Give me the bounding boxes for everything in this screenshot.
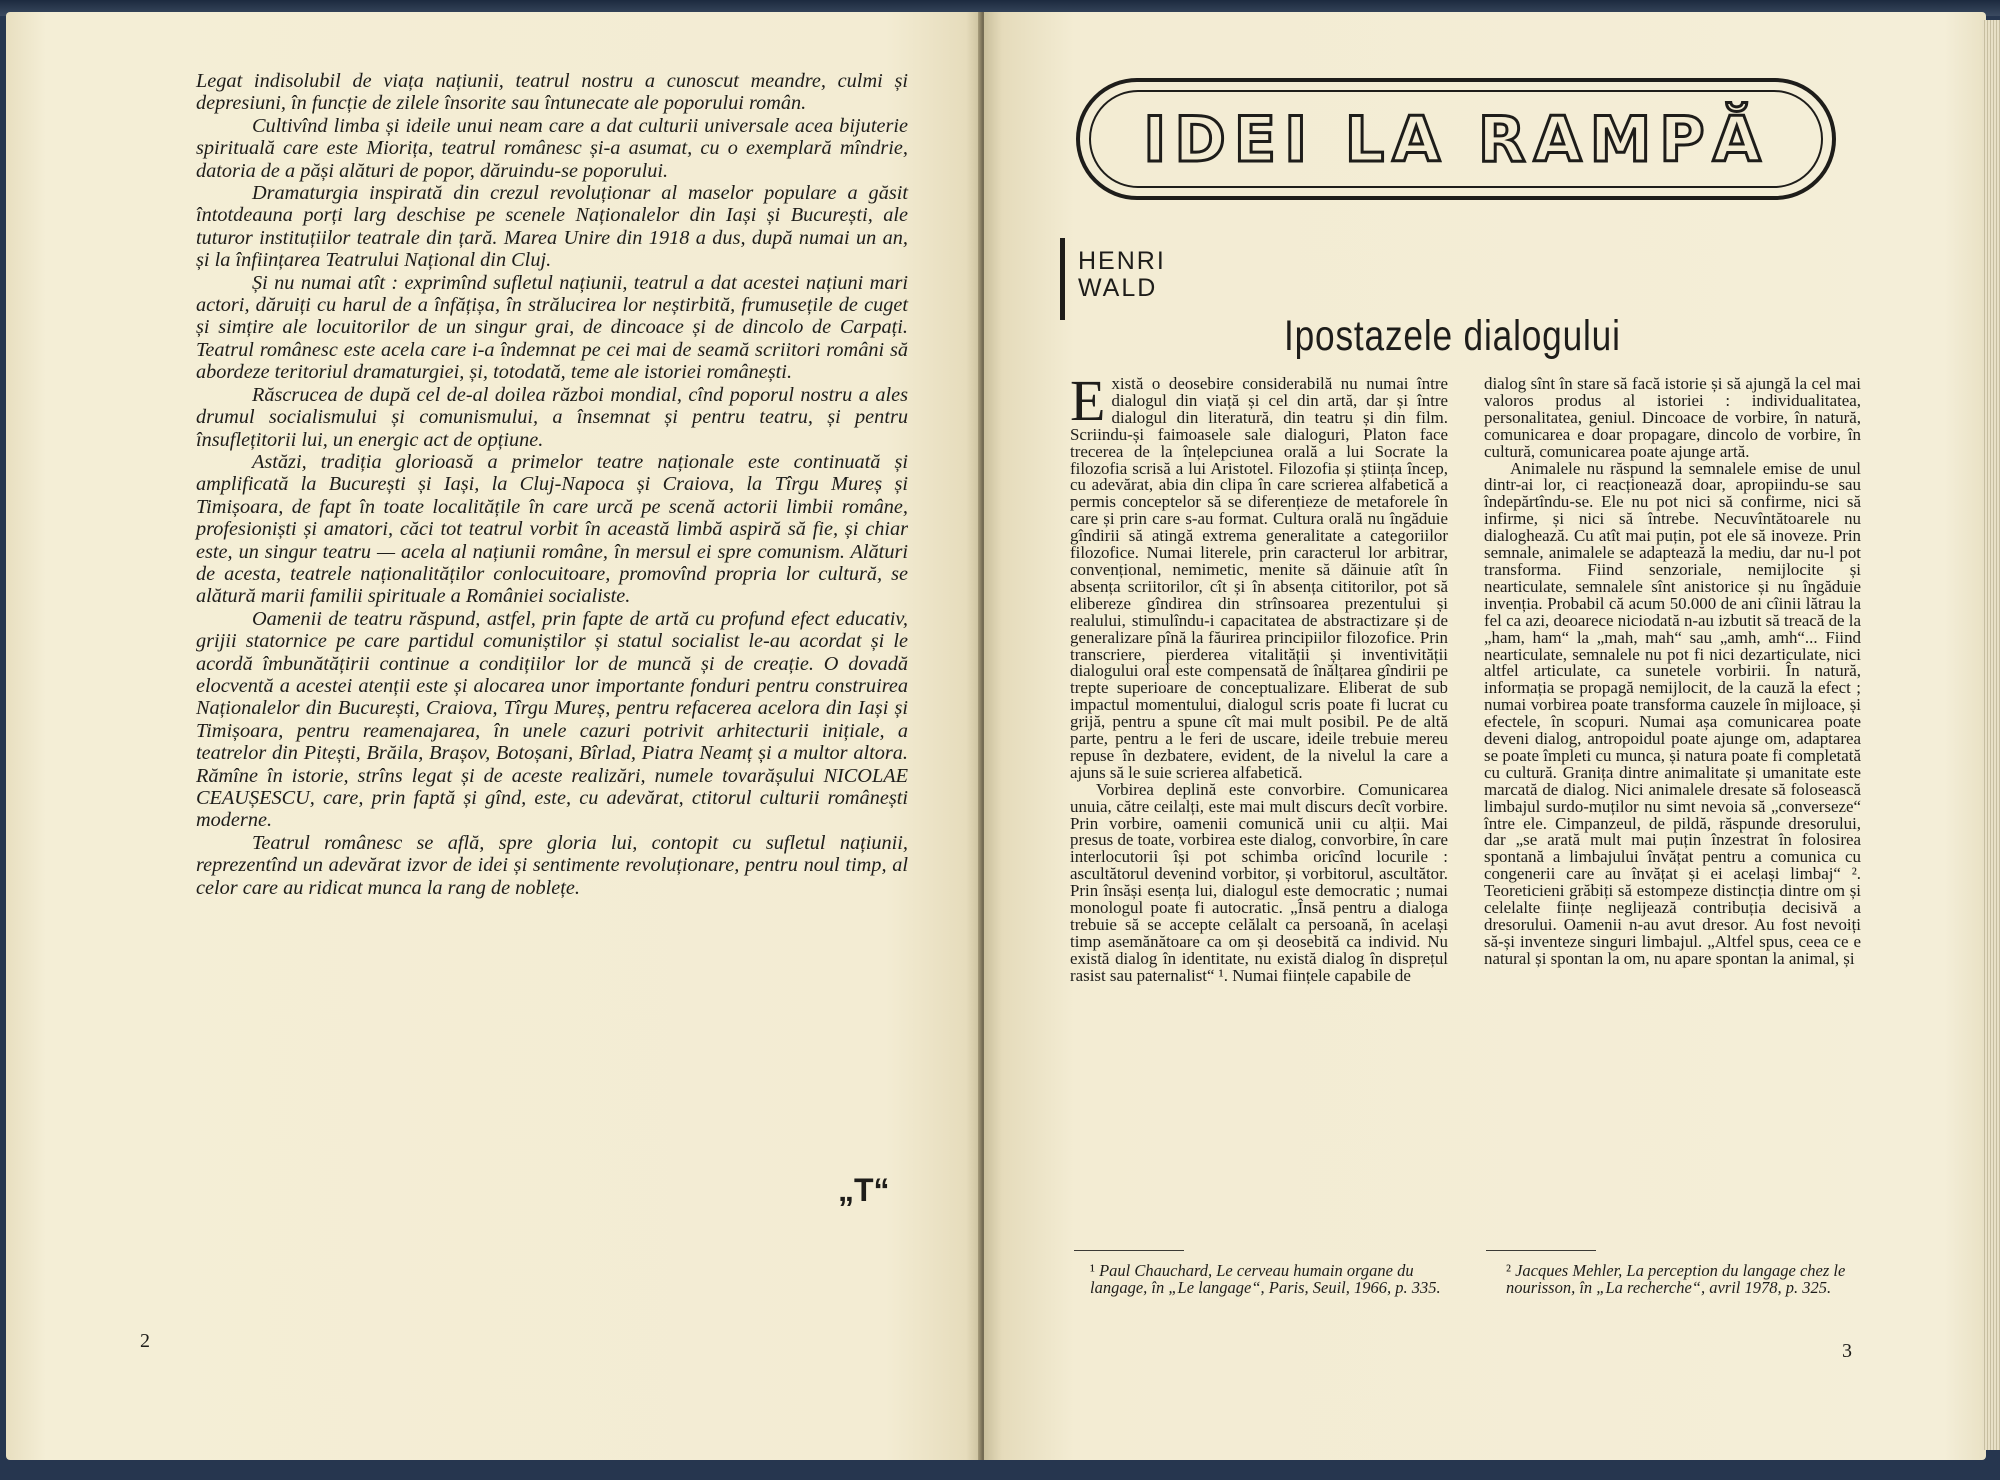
footnote-text: Jacques Mehler, La perception du langage chez le nourisson, în „La recherche“, avril 1978, p. 325. <box>1506 1261 1846 1297</box>
editorial-signature: „T“ <box>838 1172 890 1208</box>
article-column-1 <box>1070 368 1448 985</box>
editorial-paragraph: Dramaturgia inspirată din crezul revoluționar al maselor populare a găsit întotdeauna porți larg deschise pe scenele Naționalelor din Iași și București, ale tuturor instituțiilor teatrale din țară. Marea Unire din 1918 a dus, după numai un an, și la înființarea Teatrului Național din Cluj. <box>196 182 908 272</box>
author-first-name: HENRI <box>1078 247 1166 275</box>
footnote-marker: ¹ <box>1090 1261 1095 1280</box>
drop-cap: E <box>1070 368 1106 433</box>
footnote-1 <box>1090 1262 1446 1296</box>
article-paragraph-text: xistă o deosebire considerabilă nu numai între dialogul din viață și cel din artă, dar și între dialogul din literatură, din teatru și din film. Scriindu-și faimoasele sale dialoguri, Platon face trecerea de la înțelepciunea orală a lui Socrate la filozofia scrisă a lui Aristotel. Filozofia și știința încep, cu adevărat, abia din clipa în care scrierea alfabetică a permis conceptelor să se diferențieze de metaforele în care și prin care s-au format. Cultura orală nu îngăduie gîndirii să atingă extrema generalitate a categoriilor filozofice. Numai literele, prin caracterul lor arbitrar, convențional, nemimetic, menite să dăinuie atît în absența scriitorilor, cît și în absența cititorilor, pot să elibereze gîndirea din strînsoarea prezentului și realului, stimulîndu-i capacitatea de abstractizare și de generalizare pînă la făurirea principiilor filozofice. Prin transcriere, pierderea vitalității și inventivității dialogului oral este compensată de înălțarea gîndirii pe trepte superioare de conceptualizare. Eliberat de sub impactul momentului, dialogul scris poate fi lucrat cu grijă, pentru a spune cît mai mult posibil. Pe de altă parte, pentru a le feri de uscare, ideile trebuie mereu repuse în dezbatere, evident, de la nivelul la care a ajuns să le suie scrierea alfabetică. <box>1070 374 1448 782</box>
editorial-paragraph: Și nu numai atît : exprimînd sufletul națiunii, teatrul a dat acestei națiuni mari actori, dăruiți cu harul de a înfățișa, în strălucirea lor neștirbită, frumusețile de cuget și simțire ale locuitorilor de un singur grai, de dincoace și de dincolo de Carpați. Teatrul românesc este acela care i-a îndemnat pe cei mai de seamă scriitori români să abordeze teritoriul dramaturgiei, și, totodată, teme ale istoriei românești. <box>196 271 908 384</box>
editorial-paragraph: Cultivînd limba și ideile unui neam care a dat culturii universale acea bijuterie spirituală care este Miorița, teatrul românesc și-a asumat, cu o exemplară mîndrie, datoria de a păși alături de popor, dăruindu-se poporului. <box>196 114 908 182</box>
section-banner-inner <box>1089 90 1823 188</box>
editorial-paragraph: Răscrucea de după cel de-al doilea război mondial, cînd poporul nostru a ales drumul socialismului și comunismului, a însemnat și pentru teatru, și pentru însuflețitorii lui, un energic act de opțiune. <box>196 383 908 451</box>
editorial-paragraph: Astăzi, tradiția glorioasă a primelor teatre naționale este continuată și amplificată la București și Iași, la Cluj-Napoca și Craiova, la Tîrgu Mureș și Timișoara, de fapt în toate localitățile în care urcă pe scenă actorii limbii române, profesioniști și amatori, căci tot teatrul vorbit în această limbă aspiră să fie, și chiar este, un singur teatru — acela al națiunii române, în mersul ei spre comunism. Alături de acesta, teatrele naționalităților conlocuitoare, promovînd propria lor cultură, se alătură marii familii spirituale a României socialiste. <box>196 450 908 608</box>
book-page-edges <box>1982 20 2000 1450</box>
author-name <box>1078 248 1166 302</box>
article-paragraph: dialog sînt în stare să facă istorie și să ajungă la cel mai valoros produs al istoriei : individualitatea, personalitatea, geniul. Dincoace de vorbire, în natură, comunicarea e doar propagare, dincolo de vorbire, în cultură, comunicarea poate ajunge artă. <box>1484 374 1861 461</box>
editorial-text <box>196 70 908 899</box>
article-paragraph <box>1070 368 1448 782</box>
page-number-right: 3 <box>1842 1340 1852 1362</box>
footnote-rule <box>1486 1250 1596 1251</box>
page-number-left: 2 <box>140 1330 150 1352</box>
section-banner <box>1076 78 1836 200</box>
left-page <box>6 12 981 1460</box>
editorial-paragraph: Teatrul românesc se află, spre gloria lui, contopit cu sufletul națiunii, reprezentînd un adevărat izvor de idei și sentimente revoluționare, pentru noul timp, al celor care au ridicat munca la rang de noblețe. <box>196 831 908 899</box>
footnote-rule <box>1074 1250 1184 1251</box>
footnote-marker: ² <box>1506 1261 1511 1280</box>
article-column-2 <box>1484 376 1861 968</box>
right-page <box>984 12 1986 1460</box>
article-title: Ipostazele dialogului <box>1284 312 1621 360</box>
editorial-paragraph: Oamenii de teatru răspund, astfel, prin fapte de artă cu profund efect educativ, grijii statornice pe care partidul comuniștilor și statul socialist le-au acordat și le acordă îmbunătățirii continue a condițiilor lor de muncă și de creație. O dovadă elocventă a acestei atenții este și alocarea unor importante fonduri pentru construirea Naționalelor din București, Craiova, Tîrgu Mureș, pentru refacerea acelora din Iași și Timișoara, pentru reamenajarea, în unele cazuri potrivit arhitecturii inițiale, a teatrelor din Pitești, Brăila, Brașov, Botoșani, Bîrlad, Piatra Neamț și a multor altora. Rămîne în istorie, strîns legat și de aceste realizări, numele tovarășului NICOLAE CEAUȘESCU, care, prin faptă și gînd, este, cu adevărat, ctitorul culturii românești moderne. <box>196 607 908 832</box>
article-paragraph: Vorbirea deplină este convorbire. Comunicarea unuia, către ceilalți, este mai mult discurs decît vorbire. Prin vorbire, oamenii comunică unii cu alții. Mai presus de toate, vorbirea este dialog, convorbire, în care interlocutorii își pot schimba oricînd locurile : ascultătorul devenind vorbitor, și vorbitorul, ascultător. Prin însăși esența lui, dialogul este democratic ; numai monologul poate fi autocratic. „Însă pentru a dialoga trebuie să se accepte celălalt ca persoană, în același timp asemănătoare ca om și deosebită ca individ. Nu există dialog în identitate, nu există dialog în disprețul rasist sau paternalist“ ¹. Numai ființele capabile de <box>1070 779 1448 985</box>
section-banner-title: IDEI LA RAMPĂ <box>1143 102 1769 176</box>
article-paragraph: Animalele nu răspund la semnalele emise de unul dintr-ai lor, ci reacționează doar, apropiindu-se sau îndepărtîndu-se. Ele nu pot nici să confirme, nici să infirme, și nici să întrebe. Necuvîntătoarele nu dialoghează. Cu atît mai puțin, pot ele să inoveze. Prin semnale, animalele se adaptează la mediu, dar nu-l pot transforma. Fiind senzoriale, nemijlocite și nearticulate, semnalele sînt anistorice și nu îngăduie invenția. Probabil că acum 50.000 de ani cîinii lătrau la fel ca azi, deoarece niciodată n-au izbutit să treacă de la „ham, ham“ la „mah, mah“ sau „amh, amh“... Fiind nearticulate, semnalele nu pot fi nici dezarticulate, nici altfel articulate, ca sunetele vorbirii. În natură, informația se propagă nemijlocit, de la cauză la efect ; numai vorbirea poate transforma cauzele în mijloace, și efectele, în scopuri. Numai așa comunicarea poate deveni dialog, antropoidul poate ajunge om, adaptarea se poate împleti cu munca, și natura poate fi completată cu cultură. Granița dintre animalitate și umanitate este marcată de dialog. Nici animalele dresate să folosească limbajul surdo-muților nu simt nevoia să „converseze“ între ele. Cimpanzeul, de pildă, răspunde dresorului, dar „se arată mult mai puțin înzestrat în folosirea spontană a limbajului învățat pentru a comunica cu congenerii care au învățat și ei același limbaj“ ². Teoreticieni grăbiți să estompeze distincția dintre om și celelalte ființe neglijează contribuția decisivă a dresorului. Oamenii n-au avut dresor. Au fost nevoiți să-și inventeze singuri limbajul. „Altfel spus, ceea ce e natural și spontan la om, nu apare spontan la animal, și <box>1484 458 1861 968</box>
author-last-name: WALD <box>1078 274 1158 302</box>
author-rule <box>1060 238 1065 320</box>
footnote-text: Paul Chauchard, Le cerveau humain organe du langage, în „Le langage“, Paris, Seuil, 1966, p. 335. <box>1090 1261 1441 1297</box>
footnote-2 <box>1506 1262 1860 1296</box>
editorial-paragraph: Legat indisolubil de viața națiunii, teatrul nostru a cunoscut meandre, culmi și depresiuni, în funcție de zilele însorite sau întunecate ale poporului român. <box>196 70 908 115</box>
